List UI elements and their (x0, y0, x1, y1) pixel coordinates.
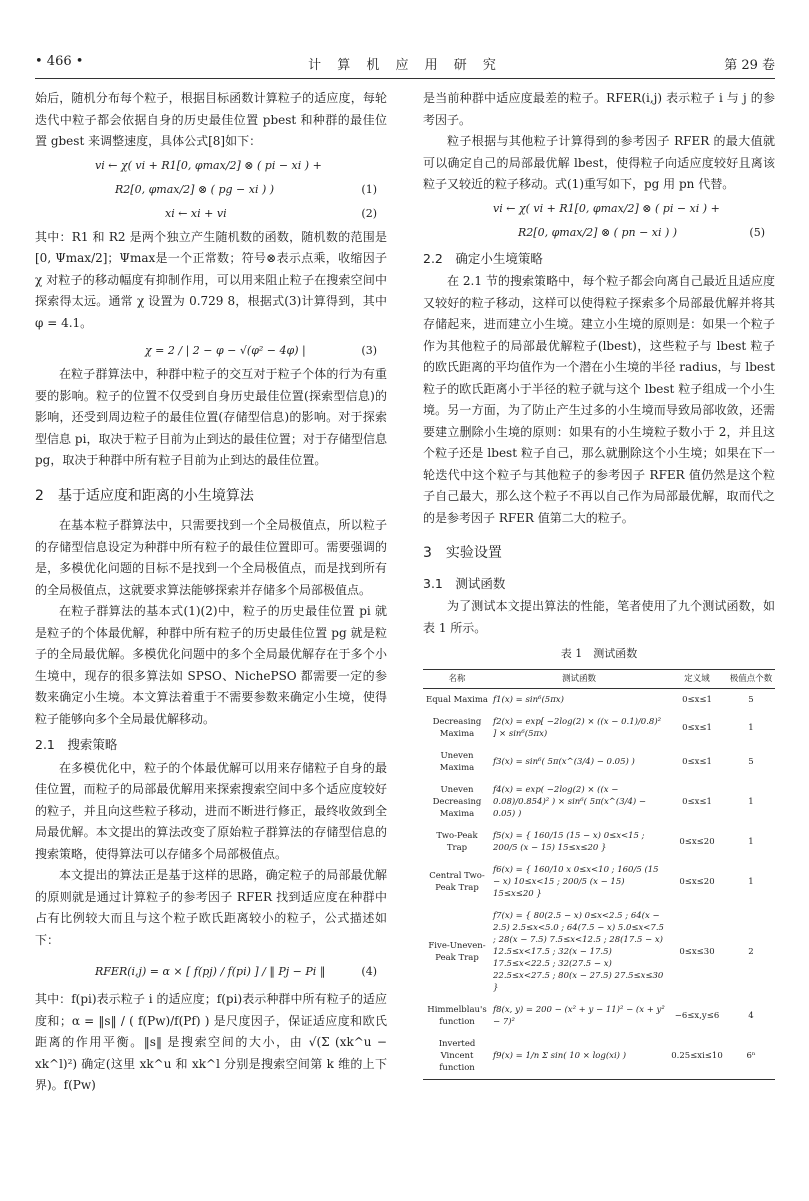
function-name: Uneven Maxima (439, 750, 475, 773)
function-formula: f2(x) = exp[ −2log(2) × ((x − 0.1)/0.8)² ] × sin⁶(5πx) (493, 716, 662, 739)
paragraph: 为了测试本文提出算法的性能，笔者使用了九个测试函数，如表 1 所示。 (423, 599, 775, 635)
peak-count: 2 (748, 946, 754, 957)
function-domain: 0≤x≤30 (679, 946, 715, 957)
page-number: • 466 • (35, 54, 84, 69)
table-header-row (423, 669, 775, 688)
peak-count: 1 (748, 722, 754, 733)
table-row (423, 859, 775, 905)
paragraph: 是当前种群中适应度最差的粒子。RFER(i,j) 表示粒子 i 与 j 的参考因子。 (423, 91, 775, 127)
paragraph: 始后，随机分布每个粒子，根据目标函数计算粒子的适应度，每轮迭代中粒子都会依据自身的历史最佳位置 pbest 和种群的最佳位置 gbest 来调整速度，具体公式[8]如下： (35, 91, 387, 148)
function-formula: f4(x) = exp( −2log(2) × ((x − 0.08)/0.854)² ) × sin⁶( 5π(x^(3/4) − 0.05) ) (493, 784, 647, 819)
equation-5b: R2[0, φmax/2] ⊗ ( pn − xi ) ) (5) (518, 225, 765, 239)
function-domain: 0≤x≤1 (682, 796, 712, 807)
function-domain: 0≤x≤1 (682, 722, 712, 733)
left-column (35, 88, 387, 1097)
section-heading-3: 3 实验设置 (423, 545, 502, 561)
function-domain: 0.25≤xi≤10 (667, 1033, 727, 1080)
peak-count: 5 (748, 756, 754, 767)
table-row (423, 905, 775, 999)
paragraph: 其中：f(pi)表示粒子 i 的适应度；f(pi)表示种群中所有粒子的适应度和；α = ‖s‖ / ( f(Pw)/f(Pf) ) 是尺度因子，保证适应度和欧氏距离的作用平衡。‖s‖ 是搜索空间的大小，由 √(Σ (xk^u − xk^l)²) 确定(这里 xk^u 和 xk^l 分别是搜索空间第 k 维的上下界)。f(Pw) (35, 992, 387, 1092)
equation-4: RFER(i,j) = α × [ f(pj) / f(pi) ] / ‖ Pj − Pi ‖ (4) (95, 965, 377, 978)
equation-1b: R2[0, φmax/2] ⊗ ( pg − xi ) ) (1) (115, 182, 377, 196)
function-name: Decreasing Maxima (432, 716, 482, 739)
peak-count: 1 (748, 836, 754, 847)
table-row (423, 999, 775, 1033)
table-row (423, 711, 775, 745)
section-heading-2-1: 2.1 搜索策略 (35, 737, 118, 752)
function-domain: 0≤x≤1 (682, 694, 712, 705)
function-name: Equal Maxima (425, 694, 489, 705)
peak-count: 5 (748, 694, 754, 705)
peak-count: 6ⁿ (727, 1033, 775, 1080)
paragraph: 粒子根据与其他粒子计算得到的参考因子 RFER 的最大值就可以确定自己的局部最优解 lbest，使得粒子向适应度较好且离该粒子又较近的粒子移动。式(1)重写如下，pg 用 pn 代替。 (423, 134, 775, 191)
peak-count: 1 (748, 796, 754, 807)
function-name: Inverted Vincent function (423, 1033, 491, 1080)
section-heading-2: 2 基于适应度和距离的小生境算法 (35, 487, 254, 504)
function-formula: f1(x) = sin⁶(5πx) (493, 694, 564, 705)
volume-label: 第 29 卷 (724, 58, 775, 73)
equation-3: χ = 2 / | 2 − φ − √(φ² − 4φ) | (3) (145, 344, 377, 357)
column-header: 极值点个数 (727, 669, 775, 688)
table-row (423, 688, 775, 711)
equation-1a: vi ← χ( vi + R1[0, φmax/2] ⊗ ( pi − xi ) + (95, 158, 322, 172)
function-name: Himmelblau's function (427, 1004, 487, 1027)
equation-2: xi ← xi + vi (2) (165, 206, 377, 220)
paragraph: 在 2.1 节的搜索策略中，每个粒子都会向离自己最近且适应度又较好的粒子移动，这样可以使得粒子探索多个局部最优解并将其存储起来，进而建立小生境。建立小生境的原则是：如果一个粒子作为其他粒子的局部最优解粒子(lbest)，这些粒子与 lbest 粒子的欧氏距离的平均值作为一个潜在小生境的半径 radius，与 lbest 粒子的欧氏距离小于半径的粒子就与这个 lbest 粒子组成一个小生境。另一方面，为了防止产生过多的小生境而导致局部收敛，还需要建立删除小生境的原则：如果有的小生境粒子数小于 2，并且这个粒子还是 lbest 粒子自己，那么就删除这个小生境；如果在下一轮迭代中这个粒子与其他粒子的参考因子 RFER 值仍然是这个粒子自己最大，那么这个粒子不再以自己作为局部最优解，取而代之的是参考因子 RFER 值第二大的粒子。 (423, 274, 775, 525)
paragraph: 在基本粒子群算法中，只需要找到一个全局极值点，所以粒子的存储型信息设定为种群中所有粒子的最佳位置即可。需要强调的是，多模优化问题的目标不是找到一个全局极值点，而是找到所有的全局极值点，这就要求算法能够探索并存储多个局部极值点。 (35, 518, 387, 597)
function-formula: f9(x) = 1/n Σ sin( 10 × log(xi) ) (491, 1033, 667, 1080)
table-row (423, 825, 775, 859)
function-formula: f3(x) = sin⁶( 5π(x^(3/4) − 0.05) ) (493, 756, 635, 767)
peak-count: 1 (748, 876, 754, 887)
page-header (35, 52, 775, 74)
column-header: 测试函数 (491, 669, 667, 688)
section-heading-3-1: 3.1 测试函数 (423, 575, 506, 591)
paragraph: 在粒子群算法的基本式(1)(2)中，粒子的历史最佳位置 pi 就是粒子的个体最优解，种群中所有粒子的历史最佳位置 pg 就是粒子的全局最优解。多模优化问题中的多个全局最优解存在于多个小生境中，现存的很多算法如 SPSO、NichePSO 都需要一定的参数来确定小生境。本文算法着重于不需要参数来确定小生境，使得粒子能够向多个全局最优解移动。 (35, 604, 387, 726)
paragraph: 其中：R1 和 R2 是两个独立产生随机数的函数，随机数的范围是[0, Ψmax/2]；Ψmax是一个正常数；符号⊗表示点乘，收缩因子 χ 对粒子的移动幅度有抑制作用，可以用来阻止粒子在搜索空间中探索得太远。通常 χ 设置为 0.729 8，根据式(3)计算得到，其中 φ = 4.1。 (35, 229, 387, 330)
section-heading-2-2: 2.2 确定小生境策略 (423, 250, 543, 266)
journal-title: 计 算 机 应 用 研 究 (308, 58, 502, 73)
function-domain: −6≤x,y≤6 (674, 1010, 720, 1021)
function-domain: 0≤x≤1 (682, 756, 712, 767)
column-header: 定义域 (667, 669, 727, 688)
equation-5a: vi ← χ( vi + R1[0, φmax/2] ⊗ ( pi − xi ) + (493, 201, 720, 215)
function-name: Two-Peak Trap (436, 830, 478, 853)
function-formula: f7(x) = { 80(2.5 − x) 0≤x<2.5 ; 64(x − 2.5) 2.5≤x<5.0 ; 64(7.5 − x) 5.0≤x<7.5 ; 28(x − 7.5) 7.5≤x<12.5 ; 28(17.5 − x) 12.5≤x<17.5 ; 32(x − 17.5) 17.5≤x<22.5 ; 32(27.5 − x) 22.5≤x<27.5 ; 80(x − 27.5) 27.5≤x≤30 } (493, 910, 664, 993)
function-name: Uneven Decreasing Maxima (432, 784, 482, 819)
table-row (423, 745, 775, 779)
paragraph: 本文提出的算法正是基于这样的思路，确定粒子的局部最优解的原则就是通过计算粒子的参考因子 RFER 找到适应度在种群中占有比例较大而且与这个粒子欧氏距离较小的粒子，公式描述如下： (35, 868, 387, 947)
peak-count: 4 (748, 1010, 754, 1021)
function-formula: f6(x) = { 160/10 x 0≤x<10 ; 160/5 (15 − x) 10≤x<15 ; 200/5 (x − 15) 15≤x≤20 } (493, 864, 659, 899)
paragraph: 在多模优化中，粒子的个体最优解可以用来存储粒子自身的最佳位置，而粒子的局部最优解用来探索搜索空间中多个适应度较好的粒子，并且向这些粒子移动，进而不断进行修正，最终收敛到全局最优解。本文提出的算法改变了原始粒子群算法的存储型信息的搜索策略，使得算法可以存储多个局部极值点。 (35, 760, 387, 861)
test-function-table (423, 669, 775, 1080)
right-column (423, 88, 775, 1080)
table-row (423, 779, 775, 825)
function-domain: 0≤x≤20 (679, 836, 715, 847)
function-name: Five-Uneven-Peak Trap (428, 940, 486, 963)
header-rule (35, 78, 775, 79)
table-row (423, 1033, 775, 1080)
function-formula: f5(x) = { 160/15 (15 − x) 0≤x<15 ; 200/5 (x − 15) 15≤x≤20 } (493, 830, 645, 853)
function-name: Central Two-Peak Trap (429, 870, 485, 893)
function-domain: 0≤x≤20 (679, 876, 715, 887)
column-header: 名称 (423, 669, 491, 688)
function-formula: f8(x, y) = 200 − (x² + y − 11)² − (x + y² − 7)² (493, 1004, 665, 1027)
table-caption: 表 1 测试函数 (560, 647, 638, 660)
paragraph: 在粒子群算法中，种群中粒子的交互对于粒子个体的行为有重要的影响。粒子的位置不仅受到自身历史最佳位置(探索型信息)的影响，还受到周边粒子的最佳位置(存储型信息)的影响。对于探索型信息 pi，取决于粒子目前为止到达的最佳位置；对于存储型信息 pg，取决于种群中所有粒子目前为止到达的最佳位置。 (35, 367, 387, 467)
